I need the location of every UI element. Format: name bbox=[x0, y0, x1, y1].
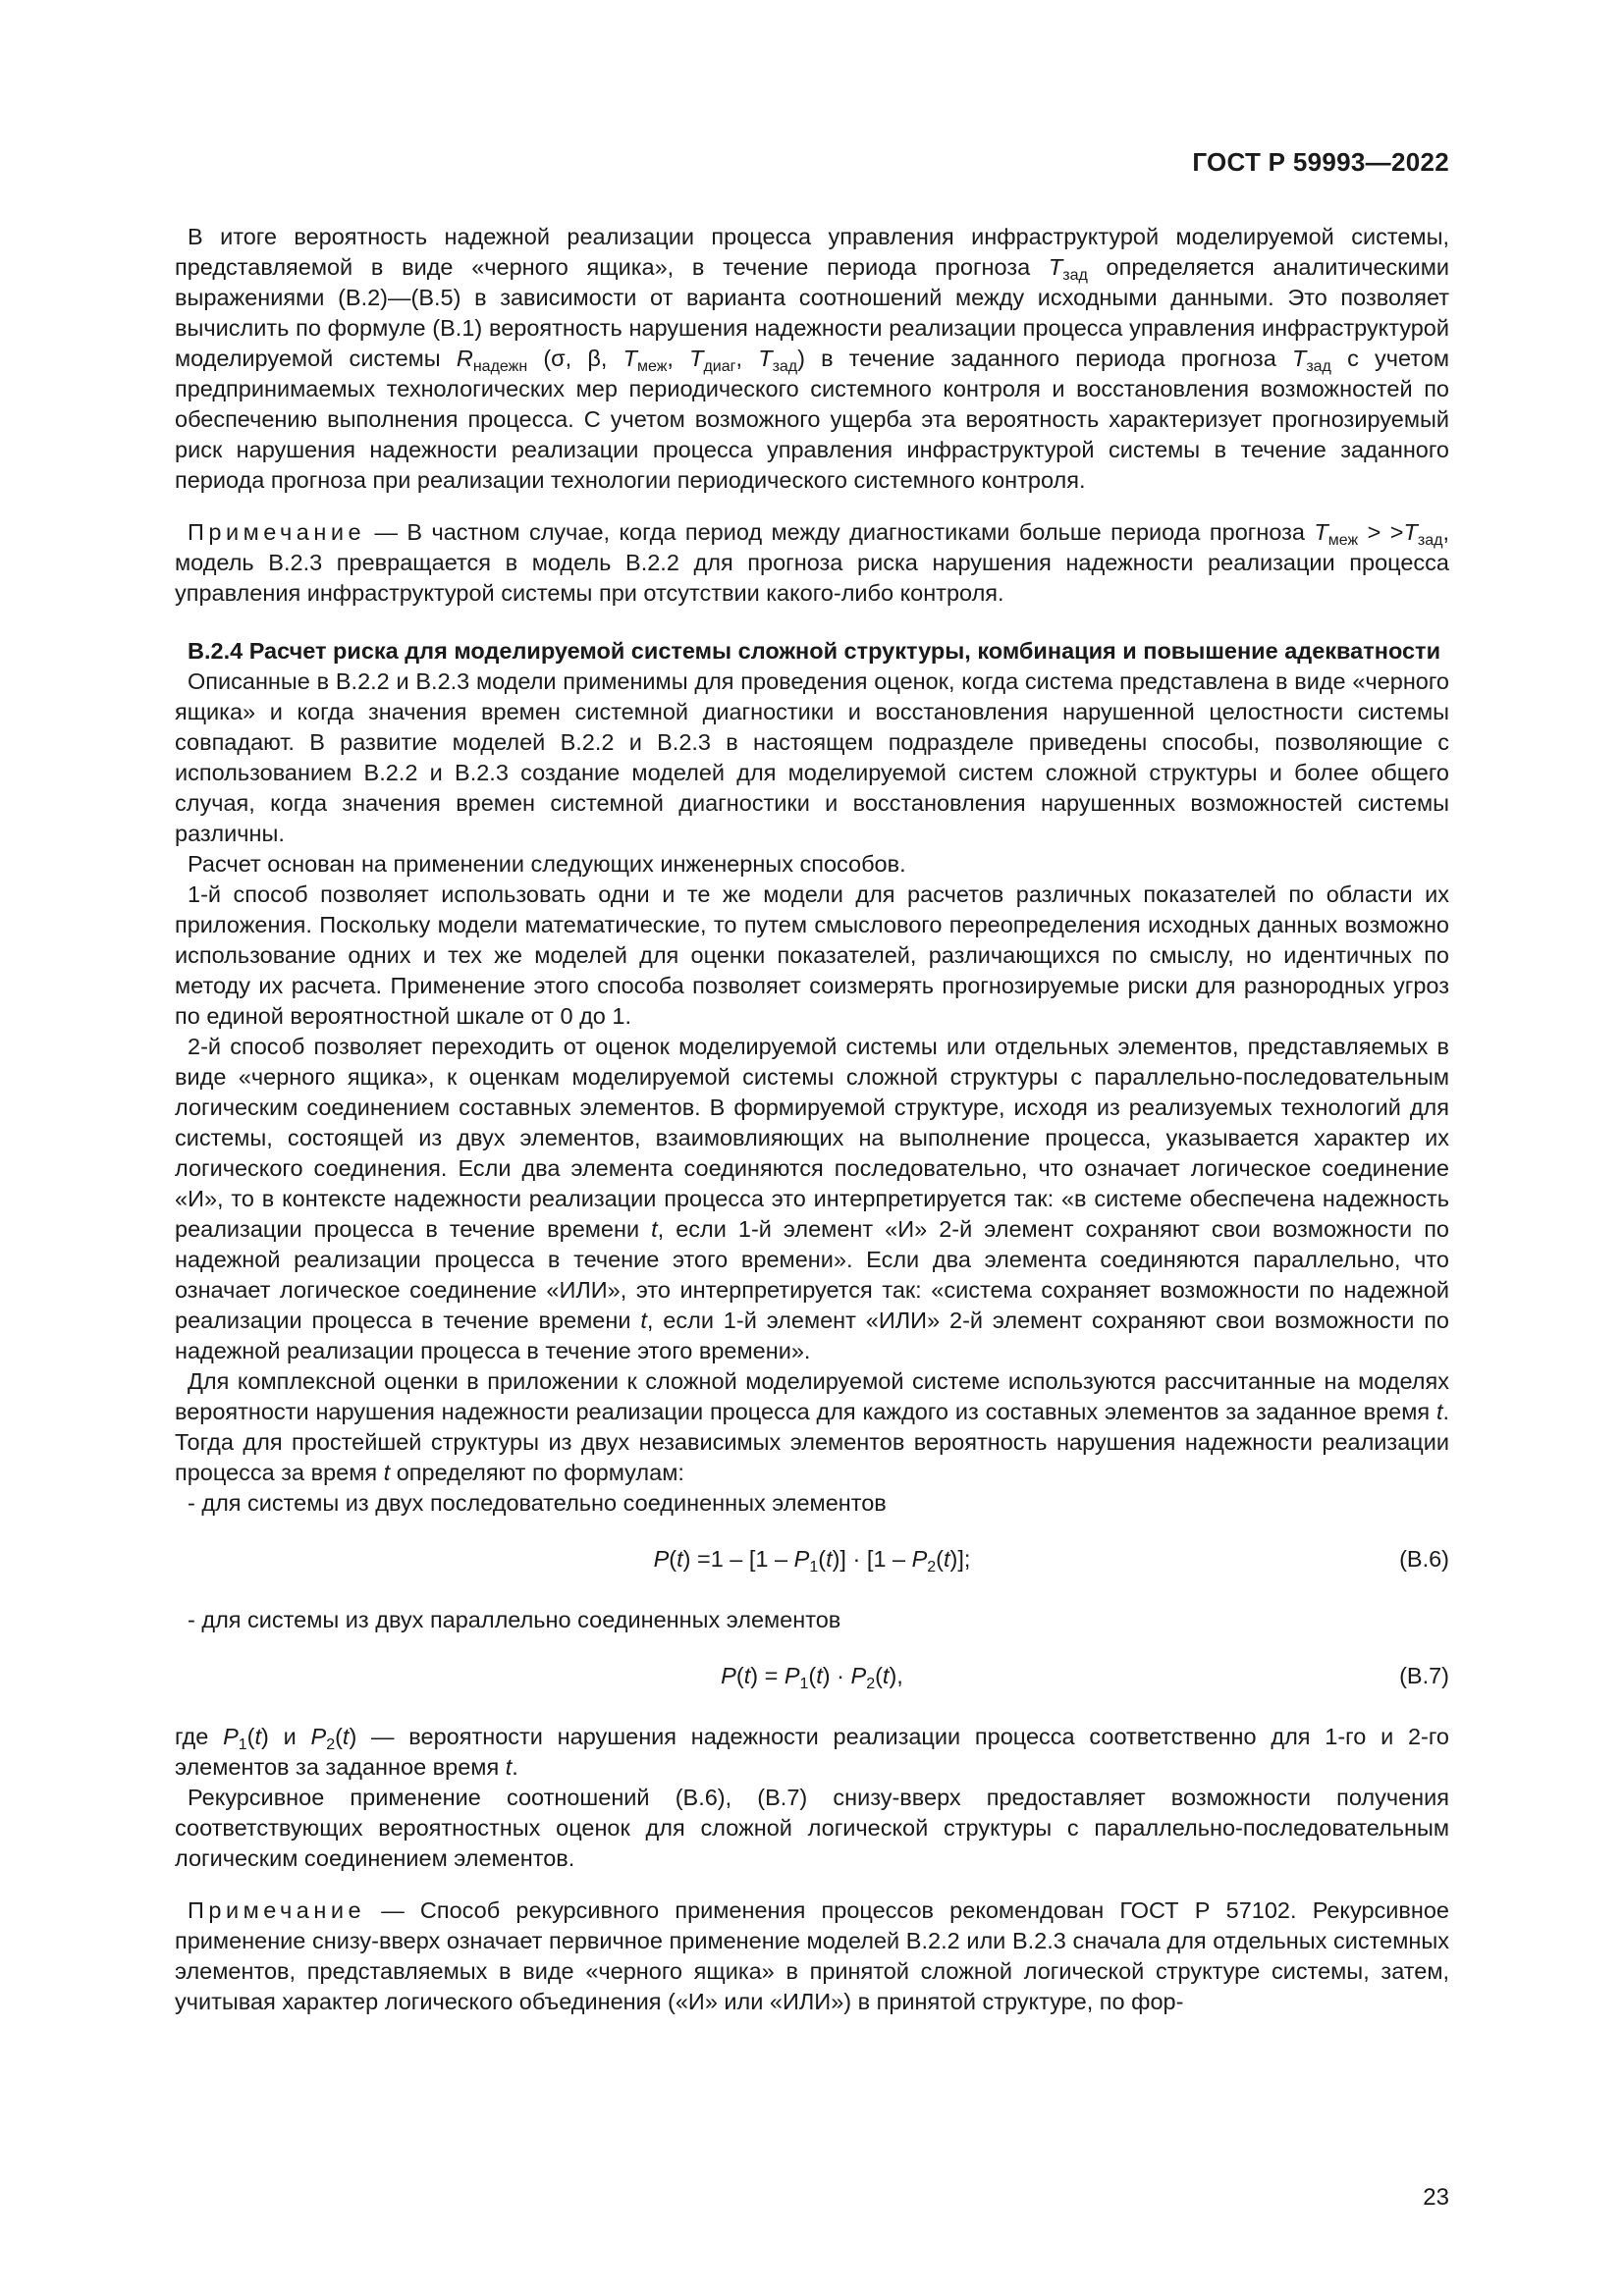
list-item-series: - для системы из двух последовательно соединенных элементов bbox=[188, 1490, 887, 1516]
document-header: ГОСТ Р 59993—2022 bbox=[1192, 147, 1449, 177]
section-heading-b24: В.2.4 Расчет риска для моделируемой системы сложной структуры, комбинация и повышение адекватности bbox=[188, 638, 1441, 664]
formula-b7-number: (В.7) bbox=[1399, 1663, 1449, 1688]
paragraph-method-1: 1-й способ позволяет использовать одни и те же модели для расчетов различных показателей по области их приложения. Поскольку модели математические, то путем смыслового переопределения исходных данных возможно использование одних и тех же моделей для оценки показателей, различающихся по смыслу, но идентичных по методу их расчета. Применение этого способа позволяет соизмерять прогнозируемые риски для разнородных угроз по единой вероятностной шкале от 0 до 1. bbox=[175, 881, 1449, 1029]
note-1: Примечание — В частном случае, когда период между диагностиками больше периода прогноза $T_{меж} > >T_{зад}$, модель В.2.3 превращается в модель В.2.2 для прогноза риска нарушения надежности реализации процесса управления инфраструктурой системы при отсутствии какого-либо контроля. bbox=[175, 519, 1449, 606]
formula-b6 bbox=[175, 1538, 1449, 1581]
formula-b7 bbox=[175, 1655, 1449, 1698]
formula-b7-expression: $P(t) = P_1(t) \cdot P_2(t)$, bbox=[721, 1663, 903, 1692]
paragraph-basis: Расчет основан на применении следующих инженерных способов. bbox=[188, 851, 906, 877]
paragraph-method-2: 2-й способ позволяет переходить от оценок моделируемой системы или отдельных элементов, представляемых в виде «черного ящика», к оценкам моделируемой системы сложной структуры с параллельно-последовательным логическим соединением составных элементов. В формируемой структуре, исходя из реализуемых технологий для системы, состоящей из двух элементов, взаимовлияющих на выполнение процесса, указывается характер их логического соединения. Если два элемента соединяются последовательно, что означает логическое соединение «И», то в контексте надежности реализации процесса это интерпретируется так: «в системе обеспечена надежность реализации процесса в течение времени t, если 1-й элемент «И» 2-й элемент сохраняют свои возможности по надежной реализации процесса в течение этого времени». Если два элемента соединяются параллельно, что означает логическое соединение «ИЛИ», это интерпретируется так: «система сохраняет возможности по надежной реализации процесса в течение времени t, если 1-й элемент «ИЛИ» 2-й элемент сохраняют свои возможности по надежной реализации процесса в течение этого времени». bbox=[175, 1034, 1449, 1363]
list-item-parallel: - для системы из двух параллельно соединенных элементов bbox=[188, 1607, 841, 1632]
paragraph-recursive: Рекурсивное применение соотношений (В.6), (В.7) снизу-вверх предоставляет возможности получения соответствующих вероятностных оценок для сложной логической структуры с параллельно-последовательным логическим соединением элементов. bbox=[175, 1785, 1449, 1871]
paragraph-summary: В итоге вероятность надежной реализации процесса управления инфраструктурой моделируемой системы, представляемой в виде «черного ящика», в течение периода прогноза $T_{зад}$ определяется аналитическими выражениями (В.2)—(В.5) в зависимости от варианта соотношений между исходными данными. Это позволяет вычислить по формуле (В.1) вероятность нарушения надежности реализации процесса управления инфраструктурой моделируемой системы $R_{надежн}$ (σ, β, $T_{меж}$, $T_{диаг}$, $T_{зад}$) в течение заданного периода прогноза $T_{зад}$ с учетом предпринимаемых технологических мер периодического системного контроля и восстановления возможностей по обеспечению выполнения процесса. С учетом возможного ущерба эта вероятность характеризует прогнозируемый риск нарушения надежности реализации процесса управления инфраструктурой системы в течение заданного периода прогноза при реализации технологии периодического системного контроля. bbox=[175, 224, 1449, 493]
paragraph-where: где $P_1(t)$ и $P_2(t)$ — вероятности нарушения надежности реализации процесса соответственно для 1-го и 2-го элементов за заданное время t. bbox=[175, 1724, 1449, 1780]
note-2: Примечание — Способ рекурсивного применения процессов рекомендован ГОСТ Р 57102. Рекурсивное применение снизу-вверх означает первичное применение моделей В.2.2 или В.2.3 сначала для отдельных системных элементов, представляемых в виде «черного ящика» в принятой сложной логической структуре системы, затем, учитывая характер логического объединения («И» или «ИЛИ») в принятой структуре, по фор- bbox=[175, 1897, 1449, 2014]
page-number: 23 bbox=[1423, 2184, 1449, 2211]
paragraph-complex-estimate: Для комплексной оценки в приложении к сложной моделируемой системе используются рассчитанные на моделях вероятности нарушения надежности реализации процесса для каждого из составных элементов за заданное время t. Тогда для простейшей структуры из двух независимых элементов вероятность нарушения надежности реализации процесса за время t определяют по формулам: bbox=[175, 1368, 1449, 1485]
formula-b6-expression: $P(t) =1 - [1 - P_1(t)] \cdot [1 - P_2(t)]$; bbox=[653, 1546, 971, 1575]
formula-b6-number: (В.6) bbox=[1399, 1546, 1449, 1572]
page-body bbox=[175, 222, 1449, 2017]
paragraph-models: Описанные в В.2.2 и В.2.3 модели применимы для проведения оценок, когда система представлена в виде «черного ящика» и когда значения времен системной диагностики и восстановления нарушенной целостности системы совпадают. В развитие моделей В.2.2 и В.2.3 в настоящем подразделе приведены способы, позволяющие с использованием В.2.2 и В.2.3 создание моделей для моделируемой систем сложной структуры и более общего случая, когда значения времен системной диагностики и восстановления нарушенных возможностей системы различны. bbox=[175, 668, 1449, 846]
